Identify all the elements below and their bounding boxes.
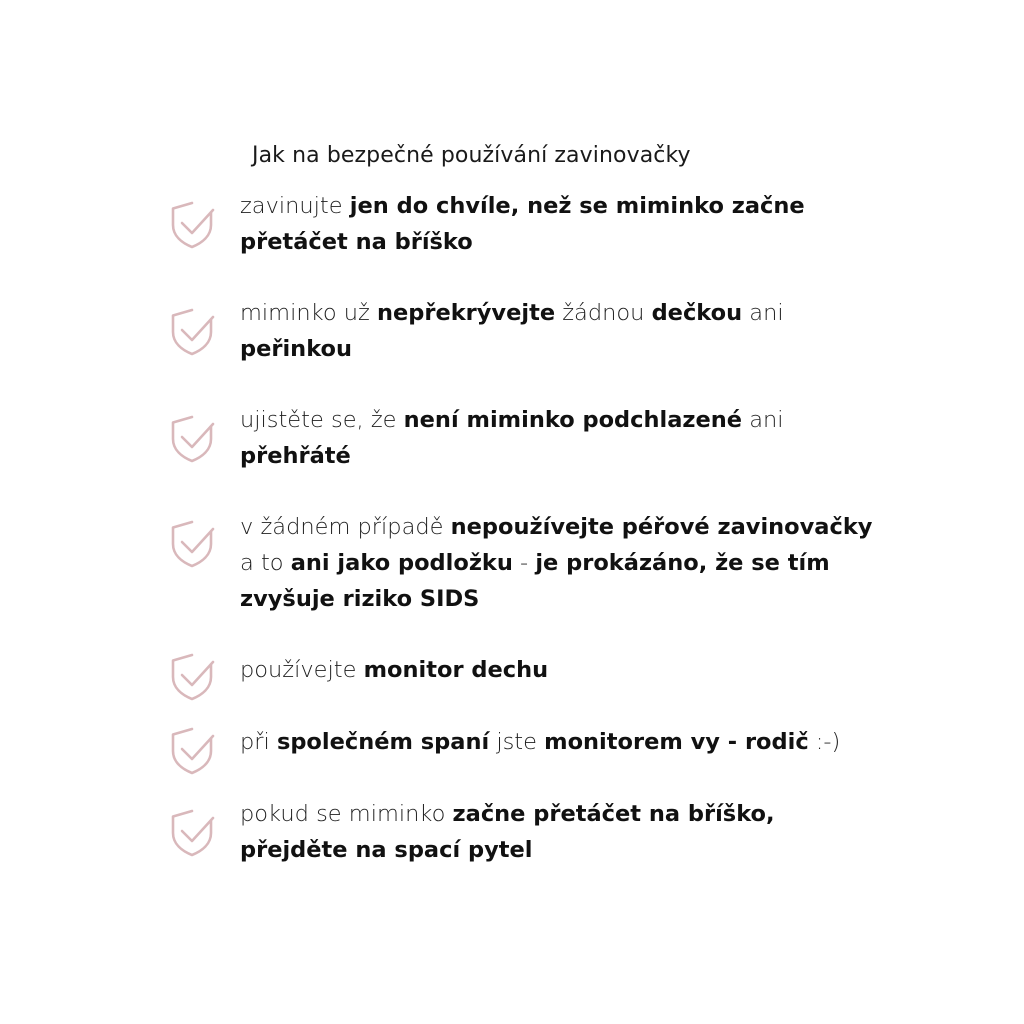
shield-check-icon	[168, 307, 216, 357]
item-text-segment: jste	[489, 729, 545, 755]
item-text-segment: miminko už	[240, 300, 377, 326]
item-text-segment: zavinujte	[240, 193, 350, 219]
item-text	[240, 402, 880, 474]
item-text	[240, 509, 880, 617]
item-text-segment: monitorem vy - rodič	[544, 729, 809, 755]
item-text-segment: ani	[742, 300, 784, 326]
item-text-segment: pokud se miminko	[240, 801, 453, 827]
page-title: Jak na bezpečné používání zavinovačky	[252, 143, 691, 168]
item-text-segment: ujistěte se, že	[240, 407, 404, 433]
item-text-segment: nepoužívejte péřové zavinovačky	[450, 514, 873, 540]
item-text-segment: -	[512, 550, 536, 576]
shield-check-icon	[168, 200, 216, 250]
shield-check-icon	[168, 808, 216, 858]
item-text-segment: monitor dechu	[363, 657, 549, 683]
item-text-segment: peřinkou	[240, 336, 353, 362]
item-text-segment: začne přetáčet na bříško, přejděte na spací pytel	[240, 801, 775, 863]
item-text	[240, 188, 880, 260]
item-text-segment: nepřekrývejte	[376, 300, 556, 326]
shield-check-icon	[168, 726, 216, 776]
item-text-segment: ani jako podložku	[290, 550, 513, 576]
item-text-segment: ani	[742, 407, 784, 433]
item-text-segment: je prokázáno, že se tím zvyšuje riziko SIDS	[240, 550, 830, 612]
item-text	[240, 724, 880, 760]
item-text-segment: společném spaní	[276, 729, 490, 755]
item-text	[240, 796, 880, 868]
item-text-segment: přehřáté	[240, 443, 351, 469]
shield-check-icon	[168, 652, 216, 702]
item-text-segment: při	[240, 729, 277, 755]
item-text	[240, 652, 880, 688]
item-text-segment: jen do chvíle, než se miminko začne přetáčet na bříško	[240, 193, 805, 255]
shield-check-icon	[168, 519, 216, 569]
item-text-segment: používejte	[240, 657, 364, 683]
item-text-segment: a to	[240, 550, 291, 576]
item-text-segment: není miminko podchlazené	[403, 407, 743, 433]
item-text-segment: dečkou	[651, 300, 743, 326]
item-text	[240, 295, 880, 367]
item-text-segment: žádnou	[555, 300, 652, 326]
shield-check-icon	[168, 414, 216, 464]
item-text-segment: v žádném případě	[240, 514, 451, 540]
item-text-segment: :-)	[808, 729, 841, 755]
